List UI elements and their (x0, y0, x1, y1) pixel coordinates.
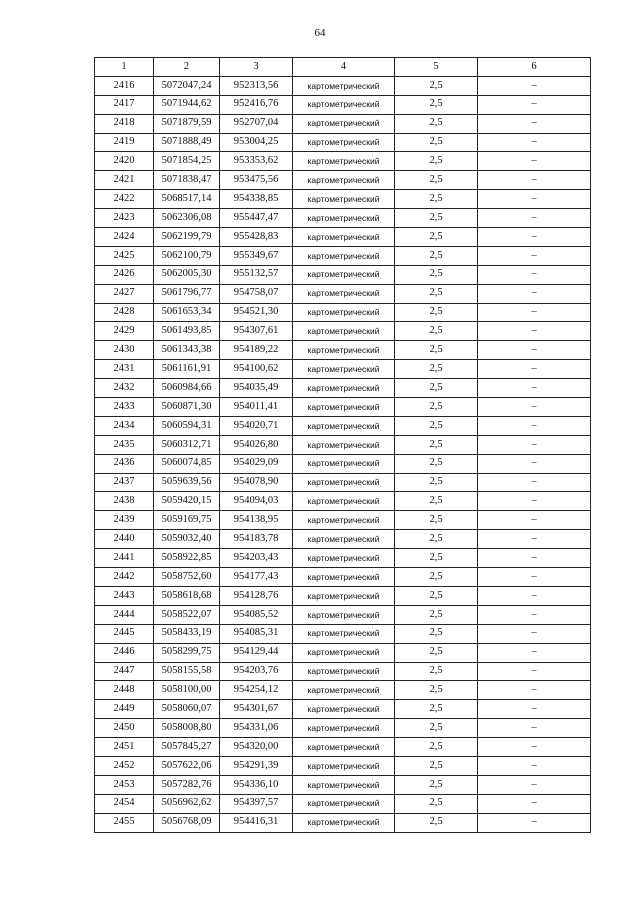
cell-note: – (478, 756, 591, 775)
table-row (95, 700, 591, 719)
table-row (95, 133, 591, 152)
cell-coord-y: 954203,76 (220, 662, 293, 681)
cell-coord-x: 5056768,09 (154, 813, 220, 832)
table-row (95, 114, 591, 133)
cell-method: картометрический (293, 209, 395, 228)
cell-point-number: 2421 (95, 171, 154, 190)
table-row (95, 719, 591, 738)
cell-coord-y: 954301,67 (220, 700, 293, 719)
cell-accuracy: 2,5 (395, 530, 478, 549)
cell-coord-x: 5071879,59 (154, 114, 220, 133)
cell-coord-y: 954189,22 (220, 341, 293, 360)
cell-note: – (478, 190, 591, 209)
cell-note: – (478, 246, 591, 265)
cell-accuracy: 2,5 (395, 209, 478, 228)
column-header-1: 1 (95, 58, 154, 77)
cell-accuracy: 2,5 (395, 794, 478, 813)
cell-note: – (478, 530, 591, 549)
cell-coord-y: 954138,95 (220, 511, 293, 530)
cell-coord-x: 5071944,62 (154, 95, 220, 114)
coordinates-table (94, 57, 591, 833)
cell-point-number: 2418 (95, 114, 154, 133)
table-row (95, 379, 591, 398)
table-row (95, 435, 591, 454)
cell-point-number: 2416 (95, 76, 154, 95)
cell-accuracy: 2,5 (395, 624, 478, 643)
table-row (95, 341, 591, 360)
cell-method: картометрический (293, 511, 395, 530)
cell-accuracy: 2,5 (395, 435, 478, 454)
cell-accuracy: 2,5 (395, 719, 478, 738)
cell-point-number: 2438 (95, 492, 154, 511)
cell-accuracy: 2,5 (395, 246, 478, 265)
cell-method: картометрический (293, 586, 395, 605)
cell-coord-y: 954203,43 (220, 549, 293, 568)
cell-accuracy: 2,5 (395, 303, 478, 322)
cell-method: картометрический (293, 662, 395, 681)
cell-accuracy: 2,5 (395, 284, 478, 303)
cell-method: картометрический (293, 398, 395, 417)
table-row (95, 511, 591, 530)
cell-accuracy: 2,5 (395, 190, 478, 209)
table-row (95, 303, 591, 322)
cell-method: картометрический (293, 473, 395, 492)
cell-method: картометрический (293, 794, 395, 813)
cell-coord-y: 954035,49 (220, 379, 293, 398)
cell-note: – (478, 360, 591, 379)
cell-method: картометрический (293, 530, 395, 549)
cell-coord-y: 954291,39 (220, 756, 293, 775)
cell-accuracy: 2,5 (395, 813, 478, 832)
cell-coord-y: 954128,76 (220, 586, 293, 605)
cell-coord-y: 953004,25 (220, 133, 293, 152)
table-row (95, 568, 591, 587)
cell-method: картометрический (293, 738, 395, 757)
cell-coord-y: 954011,41 (220, 398, 293, 417)
table-row (95, 794, 591, 813)
cell-accuracy: 2,5 (395, 416, 478, 435)
cell-point-number: 2448 (95, 681, 154, 700)
cell-note: – (478, 284, 591, 303)
table-header-row (95, 58, 591, 77)
cell-point-number: 2425 (95, 246, 154, 265)
cell-method: картометрический (293, 719, 395, 738)
cell-point-number: 2422 (95, 190, 154, 209)
cell-note: – (478, 492, 591, 511)
cell-method: картометрический (293, 95, 395, 114)
table-row (95, 549, 591, 568)
cell-point-number: 2447 (95, 662, 154, 681)
cell-point-number: 2420 (95, 152, 154, 171)
table-row (95, 738, 591, 757)
cell-method: картометрический (293, 114, 395, 133)
cell-coord-y: 954029,09 (220, 454, 293, 473)
table-row (95, 360, 591, 379)
table-row (95, 95, 591, 114)
cell-coord-x: 5059639,56 (154, 473, 220, 492)
table-row (95, 530, 591, 549)
cell-accuracy: 2,5 (395, 511, 478, 530)
cell-method: картометрический (293, 322, 395, 341)
cell-coord-y: 954177,43 (220, 568, 293, 587)
cell-note: – (478, 662, 591, 681)
cell-note: – (478, 719, 591, 738)
table-body (95, 76, 591, 832)
cell-coord-x: 5058155,58 (154, 662, 220, 681)
column-header-6: 6 (478, 58, 591, 77)
cell-accuracy: 2,5 (395, 379, 478, 398)
cell-note: – (478, 605, 591, 624)
table-row (95, 775, 591, 794)
cell-coord-y: 954085,31 (220, 624, 293, 643)
cell-method: картометрический (293, 756, 395, 775)
table-row (95, 171, 591, 190)
cell-method: картометрический (293, 492, 395, 511)
cell-note: – (478, 549, 591, 568)
cell-note: – (478, 681, 591, 700)
cell-point-number: 2427 (95, 284, 154, 303)
cell-note: – (478, 700, 591, 719)
cell-coord-y: 954336,10 (220, 775, 293, 794)
cell-point-number: 2446 (95, 643, 154, 662)
table-row (95, 209, 591, 228)
cell-method: картометрический (293, 284, 395, 303)
cell-note: – (478, 341, 591, 360)
cell-coord-y: 953353,62 (220, 152, 293, 171)
cell-note: – (478, 473, 591, 492)
cell-note: – (478, 171, 591, 190)
cell-coord-x: 5060871,30 (154, 398, 220, 417)
cell-point-number: 2445 (95, 624, 154, 643)
table-row (95, 284, 591, 303)
cell-coord-y: 954338,85 (220, 190, 293, 209)
cell-coord-x: 5071838,47 (154, 171, 220, 190)
table-row (95, 228, 591, 247)
cell-note: – (478, 152, 591, 171)
cell-note: – (478, 813, 591, 832)
cell-coord-x: 5068517,14 (154, 190, 220, 209)
cell-point-number: 2451 (95, 738, 154, 757)
cell-point-number: 2426 (95, 265, 154, 284)
cell-point-number: 2437 (95, 473, 154, 492)
cell-method: картометрический (293, 643, 395, 662)
cell-accuracy: 2,5 (395, 549, 478, 568)
cell-accuracy: 2,5 (395, 700, 478, 719)
cell-coord-y: 954397,57 (220, 794, 293, 813)
cell-note: – (478, 643, 591, 662)
cell-coord-y: 954085,52 (220, 605, 293, 624)
cell-method: картометрический (293, 152, 395, 171)
page-number: 64 (314, 27, 326, 39)
cell-point-number: 2450 (95, 719, 154, 738)
cell-coord-x: 5060312,71 (154, 435, 220, 454)
cell-point-number: 2449 (95, 700, 154, 719)
table-row (95, 416, 591, 435)
cell-accuracy: 2,5 (395, 681, 478, 700)
cell-coord-x: 5057845,27 (154, 738, 220, 757)
cell-accuracy: 2,5 (395, 568, 478, 587)
cell-coord-x: 5061796,77 (154, 284, 220, 303)
cell-point-number: 2419 (95, 133, 154, 152)
cell-note: – (478, 265, 591, 284)
cell-note: – (478, 435, 591, 454)
cell-point-number: 2429 (95, 322, 154, 341)
cell-method: картометрический (293, 190, 395, 209)
table-row (95, 190, 591, 209)
cell-method: картометрический (293, 681, 395, 700)
cell-coord-y: 952416,76 (220, 95, 293, 114)
cell-note: – (478, 133, 591, 152)
cell-coord-x: 5058922,85 (154, 549, 220, 568)
cell-accuracy: 2,5 (395, 605, 478, 624)
cell-method: картометрический (293, 775, 395, 794)
cell-method: картометрический (293, 228, 395, 247)
cell-method: картометрический (293, 700, 395, 719)
cell-note: – (478, 209, 591, 228)
cell-coord-x: 5058100,00 (154, 681, 220, 700)
cell-point-number: 2442 (95, 568, 154, 587)
cell-note: – (478, 568, 591, 587)
cell-note: – (478, 775, 591, 794)
cell-coord-x: 5060984,66 (154, 379, 220, 398)
cell-note: – (478, 586, 591, 605)
cell-method: картометрический (293, 435, 395, 454)
cell-coord-y: 955349,67 (220, 246, 293, 265)
cell-accuracy: 2,5 (395, 133, 478, 152)
cell-point-number: 2452 (95, 756, 154, 775)
cell-point-number: 2439 (95, 511, 154, 530)
cell-accuracy: 2,5 (395, 398, 478, 417)
cell-accuracy: 2,5 (395, 114, 478, 133)
cell-method: картометрический (293, 76, 395, 95)
cell-coord-x: 5071888,49 (154, 133, 220, 152)
table-row (95, 681, 591, 700)
cell-coord-x: 5060074,85 (154, 454, 220, 473)
cell-method: картометрический (293, 454, 395, 473)
cell-coord-y: 954320,00 (220, 738, 293, 757)
cell-coord-x: 5057622,06 (154, 756, 220, 775)
table-row (95, 643, 591, 662)
cell-coord-y: 954026,80 (220, 435, 293, 454)
cell-accuracy: 2,5 (395, 95, 478, 114)
table-row (95, 624, 591, 643)
cell-coord-x: 5058299,75 (154, 643, 220, 662)
cell-coord-x: 5061653,34 (154, 303, 220, 322)
cell-note: – (478, 322, 591, 341)
cell-point-number: 2428 (95, 303, 154, 322)
cell-coord-x: 5072047,24 (154, 76, 220, 95)
cell-method: картометрический (293, 303, 395, 322)
cell-accuracy: 2,5 (395, 360, 478, 379)
cell-coord-x: 5061493,85 (154, 322, 220, 341)
cell-coord-x: 5059032,40 (154, 530, 220, 549)
table-row (95, 265, 591, 284)
cell-point-number: 2434 (95, 416, 154, 435)
cell-method: картометрический (293, 265, 395, 284)
cell-coord-x: 5059169,75 (154, 511, 220, 530)
table-row (95, 492, 591, 511)
table-row (95, 398, 591, 417)
cell-coord-y: 954416,31 (220, 813, 293, 832)
cell-coord-y: 954020,71 (220, 416, 293, 435)
cell-accuracy: 2,5 (395, 492, 478, 511)
cell-point-number: 2436 (95, 454, 154, 473)
table-row (95, 473, 591, 492)
cell-coord-y: 954521,30 (220, 303, 293, 322)
cell-point-number: 2435 (95, 435, 154, 454)
cell-method: картометрический (293, 360, 395, 379)
cell-point-number: 2417 (95, 95, 154, 114)
cell-coord-x: 5058752,60 (154, 568, 220, 587)
cell-coord-y: 955132,57 (220, 265, 293, 284)
cell-note: – (478, 454, 591, 473)
table-row (95, 586, 591, 605)
cell-coord-x: 5060594,31 (154, 416, 220, 435)
table-row (95, 813, 591, 832)
cell-point-number: 2455 (95, 813, 154, 832)
cell-note: – (478, 95, 591, 114)
cell-accuracy: 2,5 (395, 265, 478, 284)
cell-accuracy: 2,5 (395, 775, 478, 794)
cell-note: – (478, 624, 591, 643)
cell-method: картометрический (293, 379, 395, 398)
cell-accuracy: 2,5 (395, 322, 478, 341)
table-row (95, 152, 591, 171)
cell-coord-y: 954094,03 (220, 492, 293, 511)
cell-note: – (478, 511, 591, 530)
cell-method: картометрический (293, 416, 395, 435)
cell-coord-x: 5061343,38 (154, 341, 220, 360)
cell-coord-y: 955428,83 (220, 228, 293, 247)
cell-note: – (478, 379, 591, 398)
cell-method: картометрический (293, 341, 395, 360)
cell-accuracy: 2,5 (395, 171, 478, 190)
cell-method: картометрический (293, 246, 395, 265)
cell-coord-x: 5058618,68 (154, 586, 220, 605)
cell-accuracy: 2,5 (395, 152, 478, 171)
cell-note: – (478, 228, 591, 247)
cell-coord-y: 953475,56 (220, 171, 293, 190)
cell-point-number: 2454 (95, 794, 154, 813)
cell-coord-x: 5057282,76 (154, 775, 220, 794)
cell-accuracy: 2,5 (395, 76, 478, 95)
cell-coord-y: 955447,47 (220, 209, 293, 228)
cell-accuracy: 2,5 (395, 473, 478, 492)
cell-method: картометрический (293, 813, 395, 832)
table-row (95, 662, 591, 681)
cell-note: – (478, 114, 591, 133)
cell-coord-x: 5062199,79 (154, 228, 220, 247)
table-row (95, 454, 591, 473)
cell-accuracy: 2,5 (395, 586, 478, 605)
cell-accuracy: 2,5 (395, 662, 478, 681)
cell-point-number: 2444 (95, 605, 154, 624)
cell-method: картометрический (293, 568, 395, 587)
cell-accuracy: 2,5 (395, 454, 478, 473)
cell-note: – (478, 416, 591, 435)
column-header-2: 2 (154, 58, 220, 77)
cell-point-number: 2433 (95, 398, 154, 417)
cell-method: картометрический (293, 549, 395, 568)
cell-method: картометрический (293, 624, 395, 643)
cell-coord-y: 952707,04 (220, 114, 293, 133)
table-row (95, 76, 591, 95)
cell-coord-x: 5061161,91 (154, 360, 220, 379)
column-header-5: 5 (395, 58, 478, 77)
cell-accuracy: 2,5 (395, 643, 478, 662)
cell-coord-x: 5062306,08 (154, 209, 220, 228)
cell-coord-y: 954183,78 (220, 530, 293, 549)
cell-coord-y: 954100,62 (220, 360, 293, 379)
column-header-3: 3 (220, 58, 293, 77)
cell-note: – (478, 303, 591, 322)
cell-coord-y: 954078,90 (220, 473, 293, 492)
cell-point-number: 2423 (95, 209, 154, 228)
table-row (95, 605, 591, 624)
table-row (95, 756, 591, 775)
cell-coord-y: 954331,06 (220, 719, 293, 738)
cell-accuracy: 2,5 (395, 341, 478, 360)
cell-point-number: 2430 (95, 341, 154, 360)
cell-coord-x: 5062100,79 (154, 246, 220, 265)
cell-accuracy: 2,5 (395, 738, 478, 757)
cell-note: – (478, 738, 591, 757)
cell-coord-x: 5056962,62 (154, 794, 220, 813)
cell-accuracy: 2,5 (395, 228, 478, 247)
cell-coord-x: 5058522,07 (154, 605, 220, 624)
cell-coord-y: 954758,07 (220, 284, 293, 303)
table-row (95, 322, 591, 341)
cell-coord-y: 952313,56 (220, 76, 293, 95)
cell-accuracy: 2,5 (395, 756, 478, 775)
cell-coord-y: 954129,44 (220, 643, 293, 662)
cell-point-number: 2432 (95, 379, 154, 398)
column-header-4: 4 (293, 58, 395, 77)
cell-coord-x: 5058008,80 (154, 719, 220, 738)
table-row (95, 246, 591, 265)
cell-coord-x: 5058433,19 (154, 624, 220, 643)
cell-method: картометрический (293, 133, 395, 152)
cell-method: картометрический (293, 171, 395, 190)
cell-note: – (478, 794, 591, 813)
cell-point-number: 2431 (95, 360, 154, 379)
cell-point-number: 2443 (95, 586, 154, 605)
cell-point-number: 2453 (95, 775, 154, 794)
cell-coord-y: 954307,61 (220, 322, 293, 341)
cell-point-number: 2441 (95, 549, 154, 568)
cell-coord-x: 5058060,07 (154, 700, 220, 719)
cell-note: – (478, 398, 591, 417)
cell-coord-y: 954254,12 (220, 681, 293, 700)
cell-point-number: 2440 (95, 530, 154, 549)
cell-coord-x: 5071854,25 (154, 152, 220, 171)
cell-method: картометрический (293, 605, 395, 624)
cell-note: – (478, 76, 591, 95)
cell-point-number: 2424 (95, 228, 154, 247)
cell-coord-x: 5062005,30 (154, 265, 220, 284)
cell-coord-x: 5059420,15 (154, 492, 220, 511)
